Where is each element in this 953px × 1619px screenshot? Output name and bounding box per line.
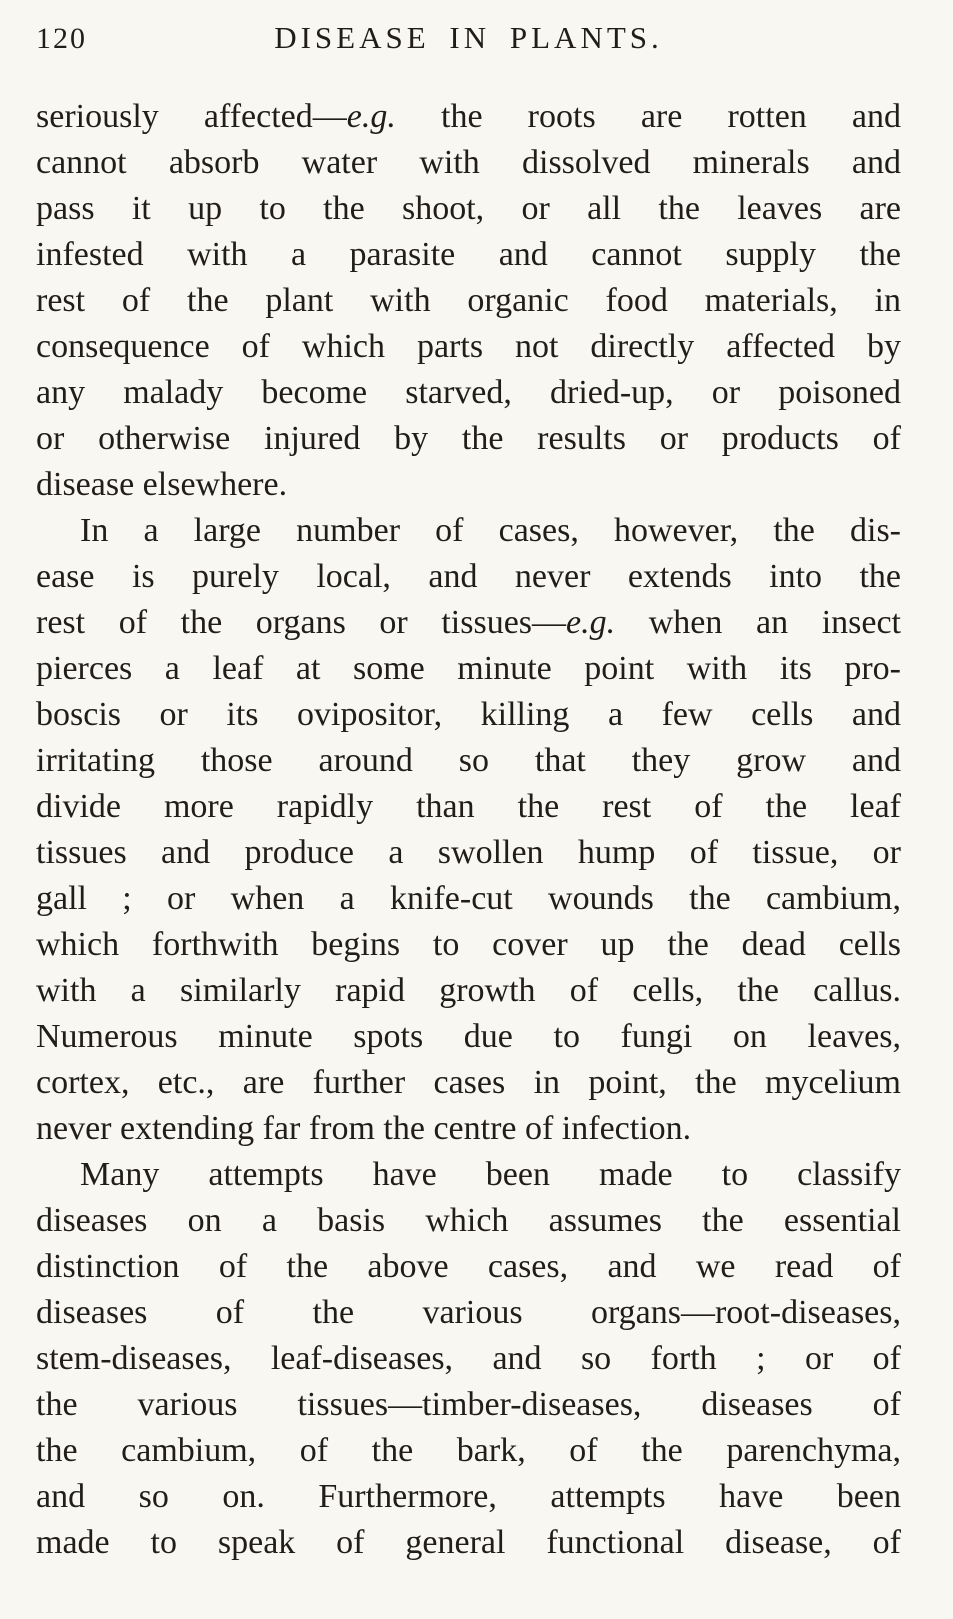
text-line (36, 416, 901, 462)
text-line (36, 1198, 901, 1244)
text-line (36, 1014, 901, 1060)
text-segment: the roots are rotten and (395, 98, 902, 135)
text-segment: In a large number of cases, however, the dis- (80, 512, 901, 549)
text-line (36, 1060, 901, 1106)
text-segment: and so on. Furthermore, attempts have been (36, 1478, 901, 1515)
text-segment: cortex, etc., are further cases in point, the mycelium (36, 1064, 901, 1101)
text-line (36, 278, 901, 324)
text-segment: rest of the organs or tissues— (36, 604, 567, 641)
text-line (36, 1106, 901, 1152)
text-line (36, 830, 901, 876)
text-line (36, 554, 901, 600)
text-segment: irritating those around so that they grow and (36, 742, 901, 779)
text-segment: seriously affected— (36, 98, 347, 135)
text-line (36, 508, 901, 554)
text-line (36, 600, 901, 646)
text-segment: ease is purely local, and never extends into the (36, 558, 901, 595)
text-line (36, 738, 901, 784)
text-line (36, 646, 901, 692)
text-line (36, 140, 901, 186)
text-line (36, 1290, 901, 1336)
text-segment: cannot absorb water with dissolved minerals and (36, 144, 901, 181)
paragraph (36, 508, 901, 1152)
text-segment: distinction of the above cases, and we read of (36, 1248, 901, 1285)
text-segment: diseases on a basis which assumes the essential (36, 1202, 901, 1239)
text-segment: the various tissues—timber-diseases, diseases of (36, 1386, 901, 1423)
text-line (36, 1336, 901, 1382)
text-line (36, 692, 901, 738)
text-segment: Many attempts have been made to classify (80, 1156, 901, 1193)
text-segment: when an insect (615, 604, 901, 641)
text-line (36, 1428, 901, 1474)
text-segment: with a similarly rapid growth of cells, the callus. (36, 972, 901, 1009)
text-line (36, 1474, 901, 1520)
text-line (36, 1244, 901, 1290)
text-segment: which forthwith begins to cover up the dead cells (36, 926, 901, 963)
text-segment: Numerous minute spots due to fungi on leaves, (36, 1018, 901, 1055)
text-segment: pierces a leaf at some minute point with its pro- (36, 650, 901, 687)
text-segment: never extending far from the centre of infection. (36, 1110, 692, 1147)
text-line (36, 370, 901, 416)
text-segment: or otherwise injured by the results or products of (36, 420, 901, 457)
text-line (36, 1152, 901, 1198)
paragraph (36, 94, 901, 508)
text-segment: made to speak of general functional disease, of (36, 1524, 901, 1561)
text-line (36, 324, 901, 370)
italic-text: e.g. (346, 98, 396, 135)
text-line (36, 1520, 901, 1566)
page-number: 120 (36, 22, 87, 55)
page-title: DISEASE IN PLANTS. (274, 20, 663, 55)
text-line (36, 922, 901, 968)
text-line (36, 232, 901, 278)
text-segment: gall ; or when a knife-cut wounds the cambium, (36, 880, 901, 917)
text-segment: stem-diseases, leaf-diseases, and so forth ; or of (36, 1340, 901, 1377)
text-line (36, 94, 901, 140)
text-segment: consequence of which parts not directly affected by (36, 328, 901, 365)
text-segment: boscis or its ovipositor, killing a few cells and (36, 696, 901, 733)
text-segment: diseases of the various organs—root-diseases, (36, 1294, 901, 1331)
italic-text: e.g. (566, 604, 616, 641)
text-segment: any malady become starved, dried-up, or poisoned (36, 374, 901, 411)
text-line (36, 186, 901, 232)
text-segment: divide more rapidly than the rest of the leaf (36, 788, 901, 825)
text-segment: infested with a parasite and cannot supply the (36, 236, 901, 273)
text-segment: the cambium, of the bark, of the parenchyma, (36, 1432, 901, 1469)
text-segment: pass it up to the shoot, or all the leaves are (36, 190, 901, 227)
text-line (36, 1382, 901, 1428)
text-line (36, 876, 901, 922)
text-line (36, 462, 901, 508)
text-line (36, 968, 901, 1014)
page-body (36, 94, 901, 1566)
page-header (36, 20, 901, 64)
text-segment: tissues and produce a swollen hump of tissue, or (36, 834, 901, 871)
text-line (36, 784, 901, 830)
paragraph (36, 1152, 901, 1566)
text-segment: disease elsewhere. (36, 466, 288, 503)
text-segment: rest of the plant with organic food materials, in (36, 282, 901, 319)
